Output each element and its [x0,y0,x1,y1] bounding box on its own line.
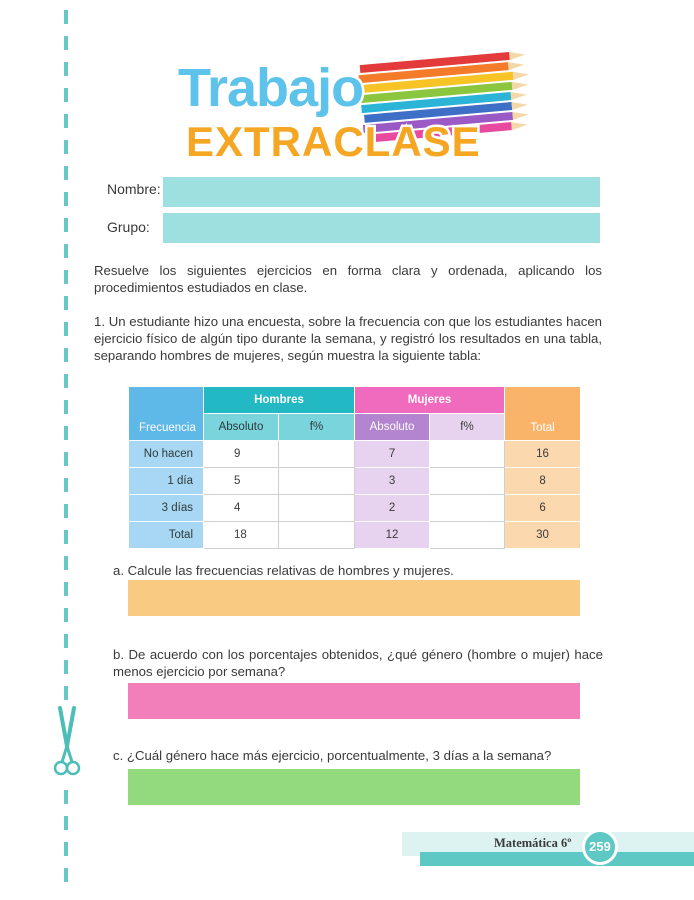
mujeres-absoluto-cell: 12 [355,522,430,549]
header-hombres: Hombres [204,387,355,414]
answer-a-box[interactable] [128,580,580,616]
hombres-absoluto-cell: 9 [204,441,279,468]
logo-line1: Trabajo [178,58,364,118]
row-label: 3 días [129,495,204,522]
question-b: b. De acuerdo con los porcentajes obtenidos, ¿qué género (hombre o mujer) hace menos ejercicio por semana? [113,647,603,679]
table-row [129,441,581,468]
grupo-label: Grupo: [107,219,150,235]
row-label: Total [129,522,204,549]
total-cell: 16 [505,441,581,468]
question-a: a. Calcule las frecuencias relativas de hombres y mujeres. [113,563,454,578]
header-mujeres: Mujeres [355,387,505,414]
header-total: Total [505,387,581,441]
table-row [129,495,581,522]
answer-c-box[interactable] [128,769,580,805]
grupo-field[interactable] [163,213,600,243]
mujeres-absoluto-cell: 7 [355,441,430,468]
mujeres-fpct-cell[interactable] [430,468,505,495]
footer-subject: Matemática 6º [494,836,572,850]
total-cell: 6 [505,495,581,522]
logo-line2: EXTRACLASE [186,118,481,165]
subheader-mujeres-absoluto: Absoluto [355,414,430,441]
subheader-mujeres-fpct: f% [430,414,505,441]
frequency-table [128,386,581,549]
table-row [129,468,581,495]
hombres-absoluto-cell: 4 [204,495,279,522]
row-label: No hacen [129,441,204,468]
trabajo-extraclase-logo [172,48,542,170]
exercise-statement: 1. Un estudiante hizo una encuesta, sobre la frecuencia con que los estudiantes hacen ejercicio físico de algún tipo durante la semana, y registró los resultados en una tabla, separando hombres de mujeres, según muestra la siguiente tabla: [94,314,602,363]
mujeres-absoluto-cell: 2 [355,495,430,522]
hombres-fpct-cell[interactable] [279,522,355,549]
hombres-fpct-cell[interactable] [279,495,355,522]
footer-accent-bar [420,852,694,866]
nombre-field[interactable] [163,177,600,207]
page-number: 259 [582,829,618,865]
hombres-absoluto-cell: 5 [204,468,279,495]
header-frecuencia: Frecuencia [129,387,204,441]
hombres-fpct-cell[interactable] [279,441,355,468]
mujeres-fpct-cell[interactable] [430,441,505,468]
total-cell: 8 [505,468,581,495]
mujeres-fpct-cell[interactable] [430,522,505,549]
table-row [129,522,581,549]
question-c: c. ¿Cuál género hace más ejercicio, porcentualmente, 3 días a la semana? [113,748,552,763]
mujeres-fpct-cell[interactable] [430,495,505,522]
hombres-fpct-cell[interactable] [279,468,355,495]
answer-b-box[interactable] [128,683,580,719]
hombres-absoluto-cell: 18 [204,522,279,549]
scissors-icon [52,706,82,778]
subheader-hombres-absoluto: Absoluto [204,414,279,441]
row-label: 1 día [129,468,204,495]
total-cell: 30 [505,522,581,549]
nombre-label: Nombre: [107,181,161,197]
subheader-hombres-fpct: f% [279,414,355,441]
instructions-text: Resuelve los siguientes ejercicios en forma clara y ordenada, aplicando los procedimientos estudiados en clase. [94,263,602,295]
mujeres-absoluto-cell: 3 [355,468,430,495]
